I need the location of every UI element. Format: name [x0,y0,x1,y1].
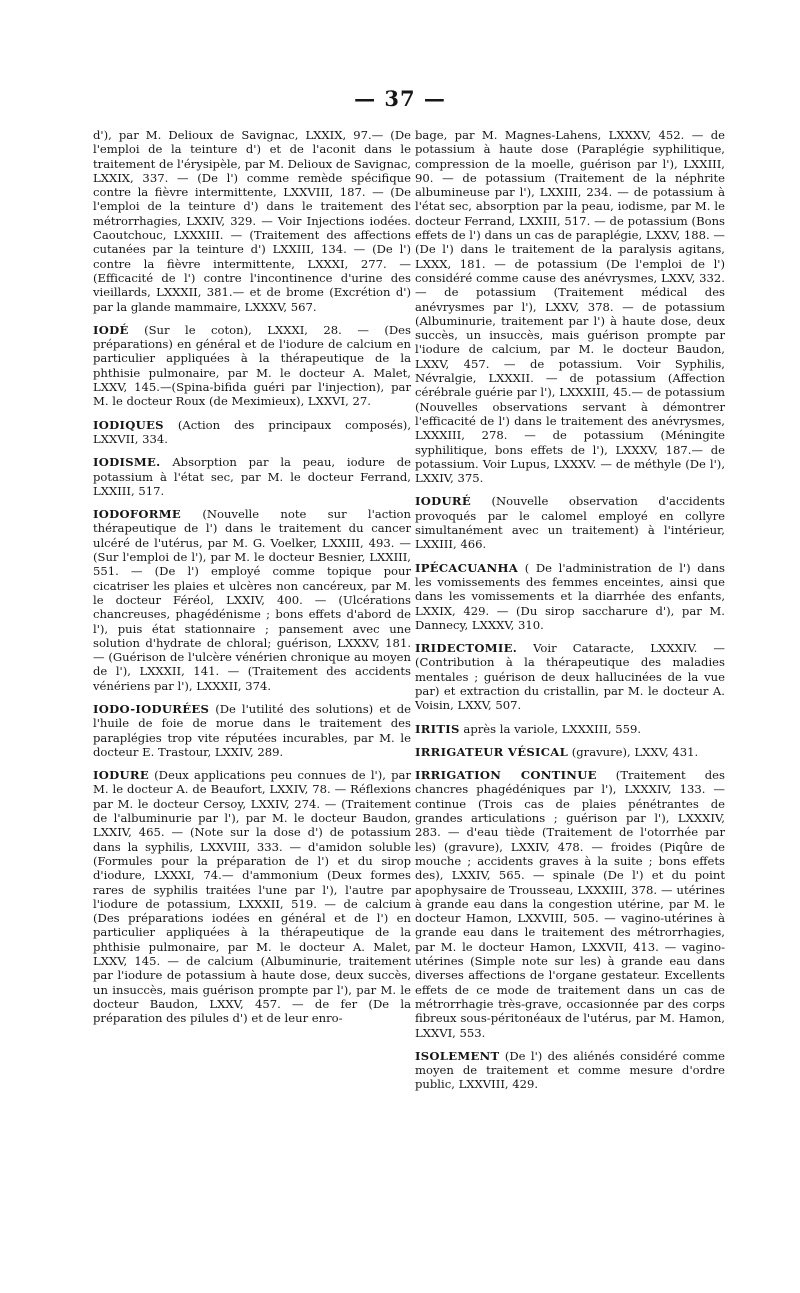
index-entry [93,418,411,447]
entry-heading: IODURÉ [415,494,471,509]
index-entry [415,722,725,736]
entry-heading: IODISME. [93,455,161,470]
index-entry [415,494,725,551]
entry-text: ( De l'administration de l') dans les vomissements des femmes enceintes, ainsi que dans les vomissements et la diarrhée des enfants, LXXIX, 429. — (Du sirop saccharure d'), par M. Dannecy, LXXXV, 310. [415,560,726,632]
left-column [93,128,411,1035]
index-entry [415,745,725,759]
entry-text: Absorption par la peau, iodure de potassium à l'état sec, par M. le docteur Ferrand, LXXIII, 517. [93,455,411,498]
entry-text: (De l') des aliénés considéré comme moyen de traitement et comme mesure d'ordre public, LXXVIII, 429. [415,1048,725,1092]
index-entry [93,128,411,314]
entry-heading: IODIQUES [93,417,164,432]
entry-text: bage, par M. Magnes-Lahens, LXXXV, 452. — de potassium à haute dose (Paraplégie syphilitique, compression de la moelle, guérison par l'), LXXIII, 90. — de potassium (Traitement de la néphrite albumineuse par l'), LXXIII, 234. — de potassium à l'état sec, absorption par la peau, iodisme, par M. le docteur Ferrand, LXXIII, 517. — de potassium (Bons effets de l') dans un cas de paraplégie, LXXV, 188. — (De l') dans le traitement de la paralysis agitans, LXXX, 181. — de potassium (De l'emploi de l') considéré comme cause des anévrysmes, LXXV, 332. — de potassium (Traitement médical des anévrysmes par l'), LXXV, 378. — de potassium (Albuminurie, traitement par l') à haute dose, deux succès, un insuccès, mais guérison prompte par l'iodure de calcium, par M. le docteur Baudon, LXXV, 457. — de potassium. Voir Syphilis, Névralgie, LXXXII. — de potassium (Affection cérébrale guérie par l'), LXXXIII, 45.— de potassium (Nouvelles observations servant à démontrer l'efficacité de l') dans le traitement des anévrysmes, LXXXIII, 278. — de potassium (Méningite syphilitique, bons effets de l'), LXXXV, 187.— de potassium. Voir Lupus, LXXXV. — de méthyle (De l'), LXXIV, 375. [415,128,725,486]
entry-text: (Action des principaux composés), LXXVII, 334. [93,417,411,446]
entry-text: (Nouvelle observation d'accidents provoqués par le calomel employé en collyre simultanément avec un traitement) à l'intérieur, LXXIII, 466. [415,494,726,552]
entry-heading: IPÉCACUANHA [415,560,519,575]
index-entry [93,323,411,409]
page-number: — 37 — [354,86,446,111]
index-entry [415,1049,725,1092]
entry-text: d'), par M. Delioux de Savignac, LXXIX, 97.— (De l'emploi de la teinture d') et de l'aconit dans le traitement de l'érysipèle, par M. Delioux de Savignac, LXXIX, 337. — (De l') comme remède spécifique contre la fièvre intermittente, LXXVIII, 187. — (De l'emploi de la teinture d') dans le traitement des métrorrhagies, LXXIV, 329. — Voir Injections iodées. Caoutchouc, LXXXIII. — (Traitement des affections cutanées par la teinture d') LXXIII, 134. — (De l') contre la fièvre intermittente, LXXXI, 277. — (Efficacité de l') contre l'incontinence d'urine des vieillards, LXXXII, 381.— et de brome (Excrétion d') par la glande mammaire, LXXXV, 567. [93,128,411,314]
index-entry [415,128,725,485]
entry-text: (gravure), LXXV, 431. [571,744,699,759]
index-entry [93,455,411,498]
entry-heading: ISOLEMENT [415,1048,500,1063]
index-entry [93,768,411,1025]
index-entry [415,768,725,1040]
entry-heading: IRRIGATEUR VÉSICAL [415,744,569,759]
entry-heading: IODURE [93,768,149,783]
entry-heading: IODO-IODURÉES [93,701,210,716]
entry-text: (De l'utilité des solutions) et de l'huile de foie de morue dans le traitement des paraplégies trop vite réputées incurables, par M. le docteur E. Trastour, LXXIV, 289. [93,701,412,759]
index-entry [93,507,411,693]
index-entry [415,561,725,632]
entry-heading: IRIDECTOMIE. [415,641,518,656]
entry-heading: IODOFORME [93,507,182,522]
entry-heading: IODÉ [93,322,129,337]
right-column [415,128,725,1101]
entry-heading: IRRIGATION CONTINUE [415,768,597,783]
entry-text: (Deux applications peu connues de l'), par M. le docteur A. de Beaufort, LXXIV, 78. — Réflexions par M. le docteur Cersoy, LXXIV, 274. — (Traitement de l'albuminurie par l'), par M. le docteur Baudon, LXXIV, 465. — (Note sur la dose d') de potassium dans la syphilis, LXXVIII, 333. — d'amidon soluble (Formules pour la préparation de l') et du sirop d'iodure, LXXXI, 74.— d'ammonium (Deux formes rares de syphilis traitées l'une par l'), l'autre par l'iodure de potassium, LXXXII, 519. — de calcium (Des préparations iodées en général et de l') en particulier appliquées à la thérapeutique de la phthisie pulmonaire, par M. le docteur A. Malet, LXXV, 145. — de calcium (Albuminurie, traitement par l'iodure de potassium à haute dose, deux succès, un insuccès, mais guérison prompte par l'), par M. le docteur Baudon, LXXV, 457. — de fer (De la préparation des pilules d') et de leur enro- [93,768,411,1026]
entry-text: Voir Cataracte, LXXXIV. — (Contribution à la thérapeutique des maladies mentales ; guérison de deux hallucinées de la vue par) et extraction du cristallin, par M. le docteur A. Voisin, LXXV, 507. [415,641,726,713]
entry-text: (Nouvelle note sur l'action thérapeutique de l') dans le traitement du cancer ulcéré de l'utérus, par M. G. Voelker, LXXIII, 493. — (Sur l'emploi de l'), par M. le docteur Besnier, LXXIII, 551. — (De l') employé comme topique pour cicatriser les plaies et ulcères non cancéreux, par M. le docteur Féréol, LXXIV, 400. — (Ulcérations chancreuses, phagédénisme ; bons effets d'abord de l'), puis état stationnaire ; pansement avec une solution d'hydrate de chloral; guérison, LXXXV, 181. — (Guérison de l'ulcère vénérien chronique au moyen de l'), LXXXII, 141. — (Traitement des accidents vénériens par l'), LXXXII, 374. [93,507,412,693]
entry-text: (Traitement des chancres phagédéniques par l'), LXXXIV, 133. — continue (Trois cas de plaies pénétrantes de grandes articulations ; guérison par l'), LXXXIV, 283. — d'eau tiède (Traitement de l'otorrhée par les) (gravure), LXXIV, 478. — froides (Piqûre de mouche ; accidents graves à la suite ; bons effets des), LXXIV, 565. — spinale (De l') et du point apophysaire de Trousseau, LXXXIII, 378. — utérines à grande eau dans la congestion utérine, par M. le docteur Hamon, LXXVIII, 505. — vagino-utérines à grande eau dans le traitement des métrorrhagies, par M. le docteur Hamon, LXXVII, 413. — vagino-utérines (Simple note sur les) à grande eau dans diverses affections de l'organe gestateur. Excellents effets de ce mode de traitement dans un cas de métrorrhagie très-grave, occasionnée par des corps fibreux sous-péritonéaux de l'utérus, par M. Hamon, LXXVI, 553. [415,768,725,1040]
entry-heading: IRITIS [415,721,460,736]
entry-text: après la variole, LXXXIII, 559. [463,721,642,736]
index-entry [415,641,725,712]
index-entry [93,702,411,759]
entry-text: (Sur le coton), LXXXI, 28. — (Des préparations) en général et de l'iodure de calcium en particulier appliquées à la thérapeutique de la phthisie pulmonaire, par M. le docteur A. Malet, LXXV, 145.—(Spina-bifida guéri par l'injection), par M. le docteur Roux (de Meximieux), LXXVI, 27. [93,322,411,409]
